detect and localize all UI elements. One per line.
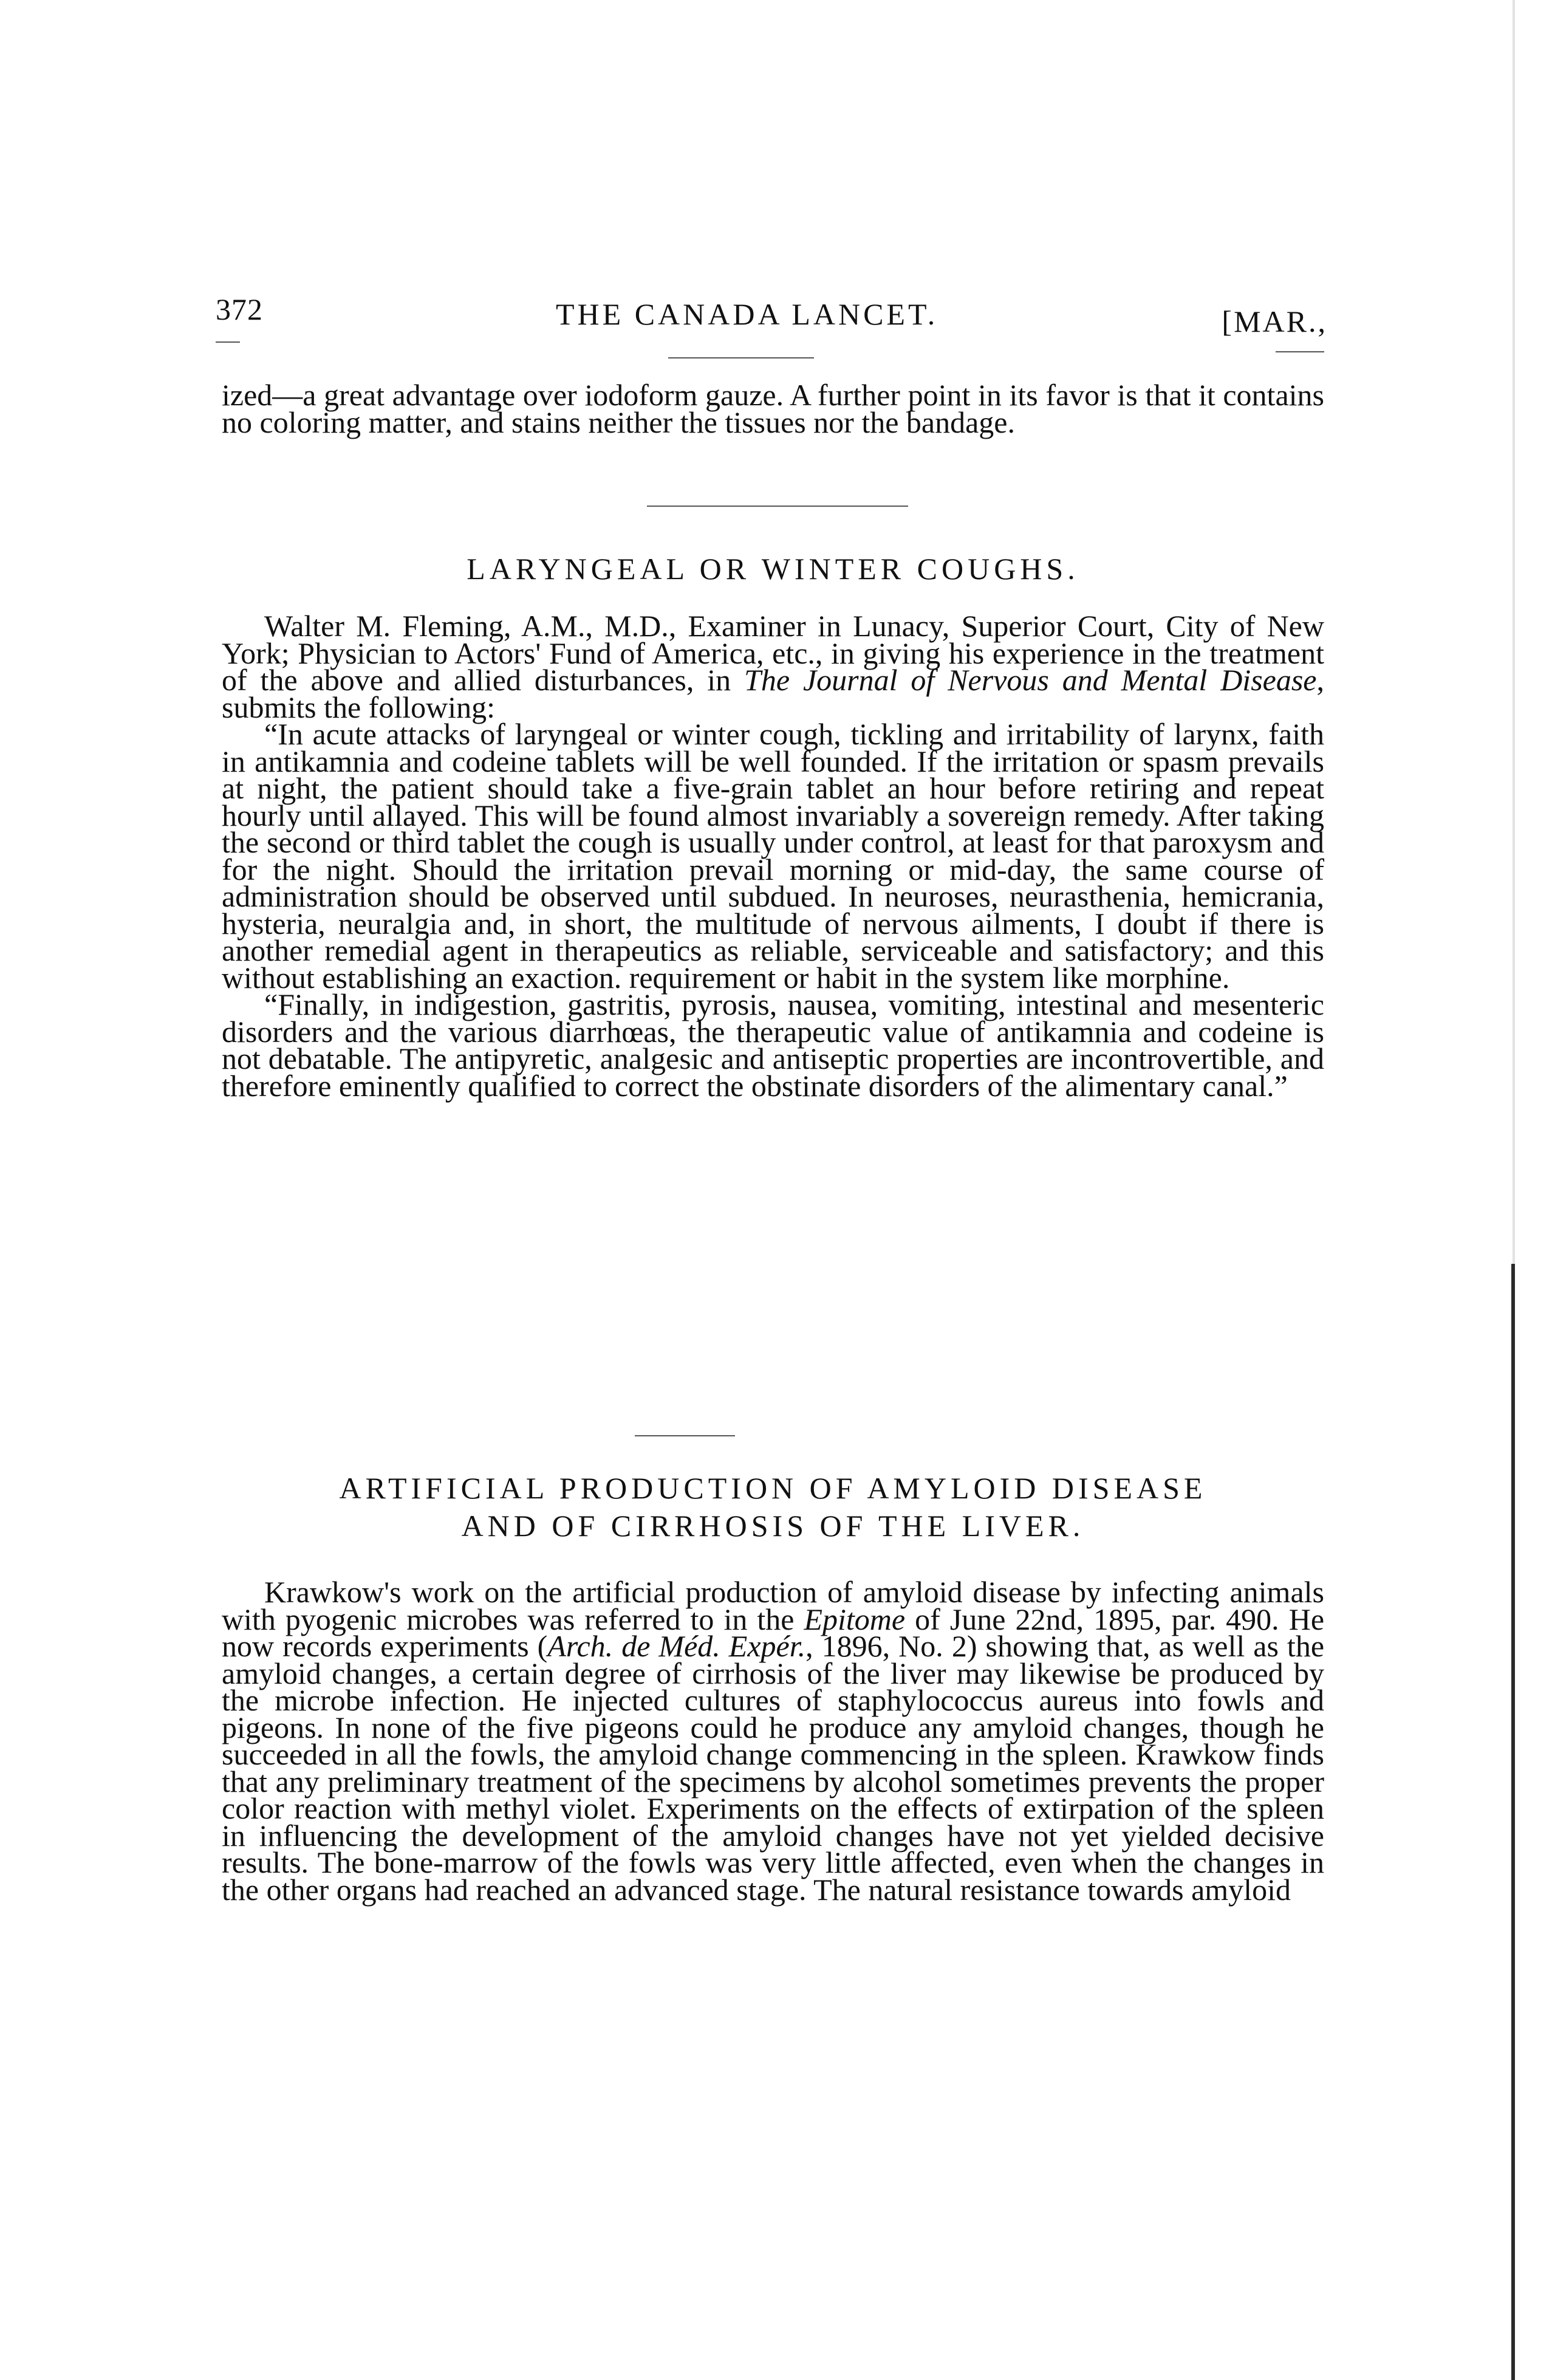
laryngeal-p1-text-b: , submits the following: [222, 663, 1324, 724]
scan-edge-shadow [1511, 1264, 1515, 2380]
arch-citation: Arch. de Méd. Expér. [547, 1629, 806, 1663]
header-rule-right [1276, 351, 1324, 352]
running-title: THE CANADA LANCET. [556, 297, 938, 331]
issue-mark: [MAR., [1222, 304, 1327, 338]
epitome-title: Epitome [804, 1602, 906, 1636]
header-rule-left [216, 341, 240, 343]
laryngeal-paragraph-2: “In acute attacks of laryngeal or winter cough, tickling and irritability of larynx, faith in antikamnia and codeine tablets will be well founded. If the irritation or spasm prevails at night, the patient should take a five-grain tablet an hour before retiring and repeat hourly until allayed. This will be found almost invariably a sovereign remedy. After taking the second or third tablet the cough is usually under control, at least for that paroxysm and for the night. Should the irritation prevail morning or mid-day, the same course of administration should be observed until subdued. In neuroses, neurasthenia, hemicrania, hysteria, neuralgia and, in short, the multitude of nervous ailments, I doubt if there is another remedial agent in therapeutics as reliable, serviceable and satisfactory; and this without establishing an exaction. requirement or habit in the system like morphine. [222, 717, 1324, 995]
separator-rule-2 [635, 1435, 735, 1436]
section-title-amyloid-line-1: ARTIFICIAL PRODUCTION OF AMYLOID DISEASE [339, 1471, 1207, 1505]
laryngeal-article [222, 609, 1324, 1103]
scan-edge-faint [1513, 0, 1515, 1264]
header-rule-center [668, 357, 814, 358]
intro-paragraph [222, 378, 1324, 439]
amyloid-p1-text-b: of June 22nd, 1895, par. 490. He now records experiments ( [222, 1602, 1325, 1663]
laryngeal-p1-text-a: Walter M. Fleming, A.M., M.D., Examiner in Lunacy, Superior Court, City of New York; Physician to Actors' Fund of America, etc., in giving his experience in the treatment of the above and allied disturbances, in [222, 609, 1324, 697]
amyloid-p1-text-a: Krawkow's work on the artificial production of amyloid disease by infecting animals with pyogenic microbes was referred to in the [222, 1575, 1324, 1636]
separator-rule-1 [647, 506, 908, 507]
page-number: 372 [216, 292, 263, 326]
running-header [216, 286, 1327, 338]
laryngeal-paragraph-3: “Finally, in indigestion, gastritis, pyrosis, nausea, vomiting, intestinal and mesenteric disorders and the various diarrhœas, the therapeutic value of antikamnia and codeine is not debatable. The antipyretic, analgesic and antiseptic properties are incontrovertible, and therefore eminently qualified to correct the obstinate disorders of the alimentary canal.” [222, 987, 1324, 1103]
section-title-amyloid [222, 1469, 1324, 1545]
journal-title: The Journal of Nervous and Mental Disease [744, 663, 1317, 697]
amyloid-paragraph-1 [222, 1575, 1325, 1907]
section-title-amyloid-line-2: AND OF CIRRHOSIS OF THE LIVER. [461, 1509, 1085, 1543]
section-title-laryngeal-text: LARYNGEAL OR WINTER COUGHS. [467, 552, 1079, 586]
amyloid-p1-text-c: , 1896, No. 2) showing that, as well as the amyloid changes, a certain degree of cirrhosis of the liver may likewise be produced by the microbe infection. He injected cultures of staphylococcus aureus into fowls and pigeons. In none of the five pigeons could he produce any amyloid changes, though he succeeded in all the fowls, the amyloid change commencing in the spleen. Krawkow finds that any preliminary treatment of the specimens by alcohol sometimes prevents the proper color reaction with methyl violet. Experiments on the effects of extirpation of the spleen in influencing the development of the amyloid changes have not yet yielded decisive results. The bone-marrow of the fowls was very little affected, even when the changes in the other organs had reached an advanced stage. The natural resistance towards amyloid [222, 1629, 1325, 1907]
amyloid-article [222, 1575, 1325, 1907]
intro-text: ized—a great advantage over iodoform gauze. A further point in its favor is that it contains no coloring matter, and stains neither the tissues nor the bandage. [222, 378, 1324, 439]
laryngeal-paragraph-1 [222, 609, 1324, 724]
section-title-laryngeal [222, 550, 1324, 588]
